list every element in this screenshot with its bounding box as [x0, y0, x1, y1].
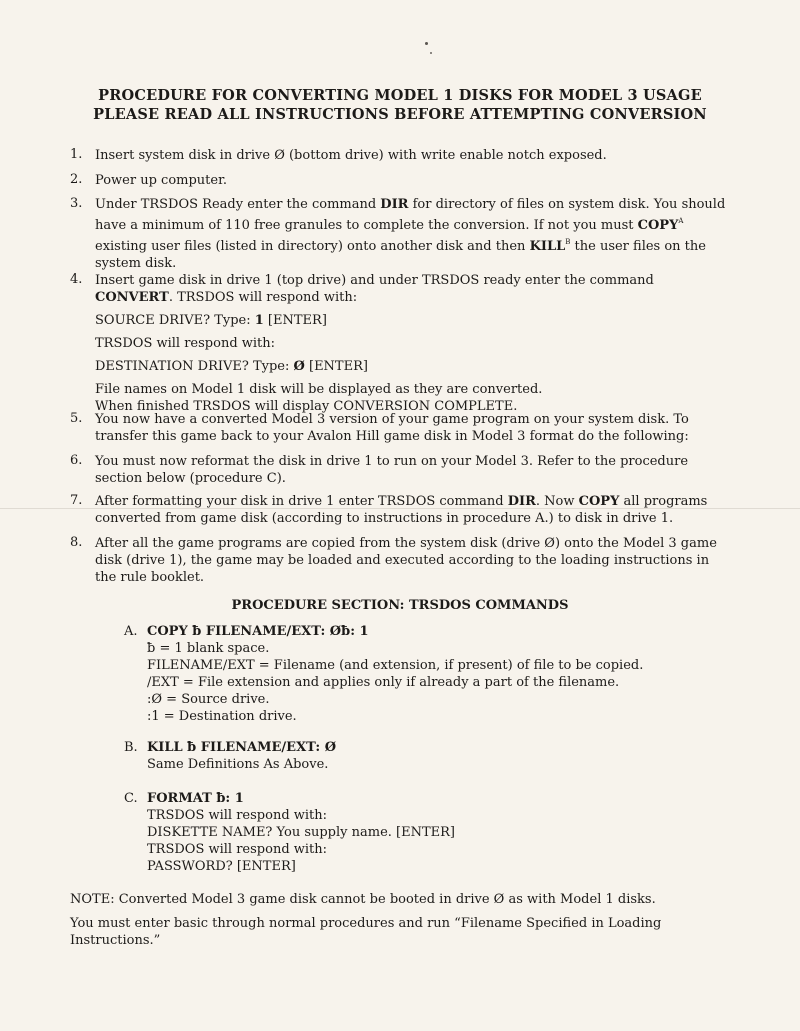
trsdos-response: TRSDOS will respond with: [95, 336, 276, 351]
files-note-1: File names on Model 1 disk will be displayed as they are converted. [95, 382, 543, 397]
command-copy: COPY [637, 218, 679, 233]
command-convert: CONVERT [95, 290, 169, 305]
definition: Same Definitions As Above. [147, 757, 329, 772]
command-syntax: COPY ƀ FILENAME/EXT: Øƀ: 1 [147, 624, 369, 639]
step-number: 4. [70, 272, 83, 287]
paper-speck [430, 52, 432, 54]
note-text: NOTE: Converted Model 3 game disk cannot be booted in drive Ø as with Model 1 disks. [70, 892, 656, 907]
step-number: 1. [70, 147, 83, 162]
definition: TRSDOS will respond with: [147, 808, 328, 823]
title-line-2: PLEASE READ ALL INSTRUCTIONS BEFORE ATTEMPTING CONVERSION [93, 106, 707, 123]
command-kill: KILL [529, 239, 566, 254]
command-copy: COPY [578, 494, 620, 509]
command-syntax: KILL ƀ FILENAME/EXT: Ø [147, 740, 337, 755]
step-number: 7. [70, 493, 83, 508]
step-text: You must now reformat the disk in drive 1 to run on your Model 3. Refer to the procedure section below (procedure C). [95, 454, 689, 486]
footnote-b: B [565, 238, 571, 246]
step-number: 6. [70, 453, 83, 468]
definition: ƀ = 1 blank space. [147, 641, 270, 656]
definition: PASSWORD? [ENTER] [147, 859, 296, 874]
command-syntax: FORMAT ƀ: 1 [147, 791, 244, 806]
note-boot [70, 891, 730, 908]
step-text: Insert system disk in drive Ø (bottom drive) with write enable notch exposed. [95, 148, 607, 163]
definition: FILENAME/EXT = Filename (and extension, if present) of file to be copied. [147, 658, 644, 673]
destination-drive-line: DESTINATION DRIVE? Type: Ø [ENTER] [95, 359, 368, 374]
definition: /EXT = File extension and applies only if already a part of the filename. [147, 675, 620, 690]
step-number: 3. [70, 196, 83, 211]
command-dir: DIR [507, 494, 536, 509]
definition: DISKETTE NAME? You supply name. [ENTER] [147, 825, 456, 840]
command-letter: B. [124, 740, 138, 755]
section-title: PROCEDURE SECTION: TRSDOS COMMANDS [231, 598, 569, 613]
source-drive-line: SOURCE DRIVE? Type: 1 [ENTER] [95, 313, 327, 328]
command-letter: A. [124, 624, 138, 639]
step-text: Under TRSDOS Ready enter the command DIR for directory of files on system disk. You should have a minimum of 110 free granules to complete the conversion. If not you must $COPY^A$ existing user files (listed in directory) onto another disk and then $KILL^B$ the user files on the system disk. [95, 197, 726, 271]
step-text: Power up computer. [95, 173, 228, 188]
definition: :Ø = Source drive. [147, 692, 270, 707]
step-text: After all the game programs are copied from the system disk (drive Ø) onto the Model 3 game disk (drive 1), the game may be loaded and executed according to the loading instructions in the rule booklet. [95, 536, 717, 585]
definition: TRSDOS will respond with: [147, 842, 328, 857]
footnote-a: A [678, 217, 684, 225]
paper-speck [425, 42, 428, 45]
note-text: You must enter basic through normal procedures and run “Filename Specified in Loading Instructions.” [70, 916, 662, 948]
note-basic [70, 915, 730, 949]
step-text: Insert game disk in drive 1 (top drive) and under TRSDOS ready enter the command CONVERT. TRSDOS will respond with: SOURCE DRIVE? Type: 1 [ENTER] TRSDOS will respond with: DESTINATION DRIVE? Type: Ø [ENTER] File names on Model 1 disk will be displayed as they are converted. When finished TRSDOS will display CONVERSION COMPLETE. [95, 272, 731, 415]
title-line-1: PROCEDURE FOR CONVERTING MODEL 1 DISKS FOR MODEL 3 USAGE [98, 87, 702, 104]
files-note-2: When finished TRSDOS will display CONVERSION COMPLETE. [95, 399, 518, 414]
command-letter: C. [124, 791, 138, 806]
command-dir: DIR [380, 197, 409, 212]
step-text: After formatting your disk in drive 1 enter TRSDOS command DIR. Now COPY all programs converted from game disk (according to instructions in procedure A.) to disk in drive 1. [95, 494, 708, 526]
step-number: 5. [70, 411, 83, 426]
step-number: 8. [70, 535, 83, 550]
step-text: You now have a converted Model 3 version of your game program on your system disk. To transfer this game back to your Avalon Hill game disk in Model 3 format do the following: [95, 412, 689, 444]
step-number: 2. [70, 172, 83, 187]
definition: :1 = Destination drive. [147, 709, 297, 724]
